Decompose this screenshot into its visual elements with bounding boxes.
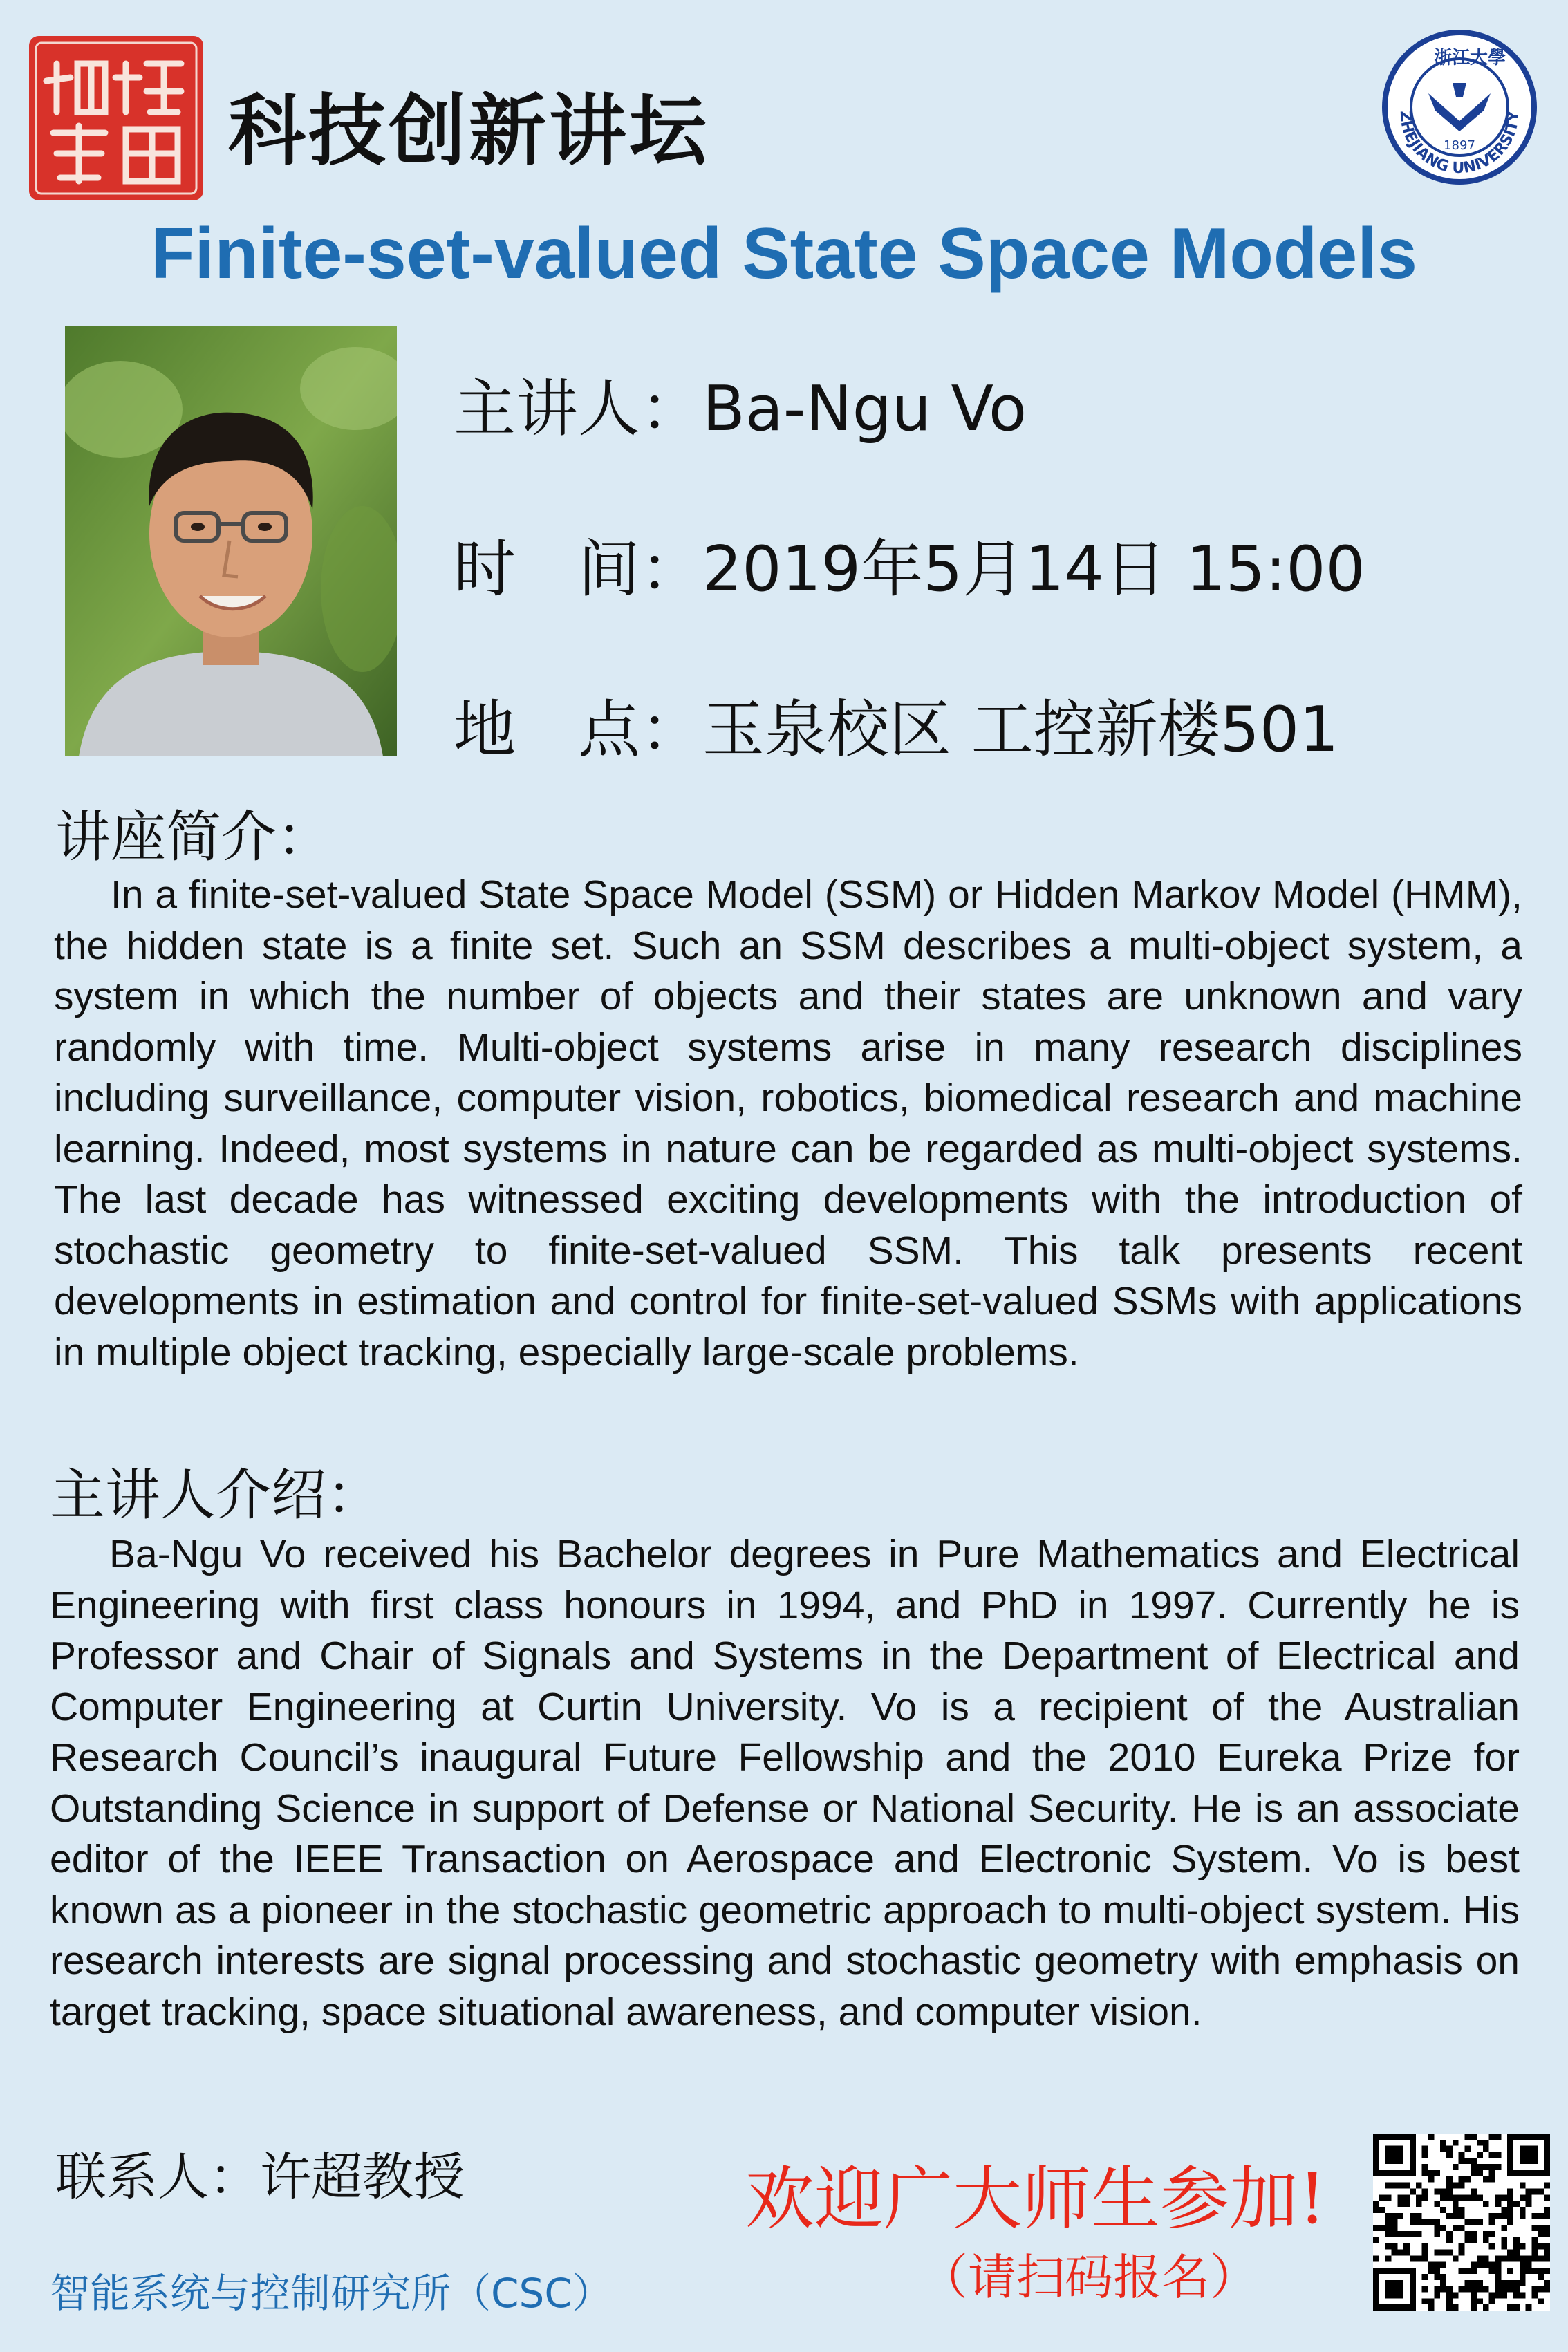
time-label: 时 间：	[454, 533, 702, 606]
forum-title: 科技创新讲坛	[228, 86, 709, 176]
talk-title: Finite-set-valued State Space Models	[150, 214, 1418, 294]
signup-hint: （请扫码报名）	[920, 2249, 1258, 2306]
welcome-text: 欢迎广大师生参加!	[745, 2158, 1327, 2239]
svg-text:浙江大學: 浙江大學	[1434, 48, 1506, 68]
time-row	[454, 519, 1365, 608]
intro-heading: 讲座简介：	[55, 805, 332, 869]
bio-heading: 主讲人介绍：	[50, 1463, 382, 1527]
speaker-row	[454, 358, 1027, 448]
place-value: 玉泉校区 工控新楼501	[702, 693, 1339, 766]
place-row	[454, 679, 1338, 769]
qr-code[interactable]	[1373, 2134, 1550, 2311]
speaker-label: 主讲人：	[454, 373, 702, 445]
place-label: 地 点：	[454, 693, 702, 766]
institute-name: 智能系统与控制研究所（CSC）	[50, 2270, 613, 2317]
speaker-photo	[65, 326, 397, 756]
svg-text:1897: 1897	[1444, 138, 1475, 153]
svg-text:ZHEJIANG UNIVERSITY: ZHEJIANG UNIVERSITY	[1396, 110, 1523, 178]
speaker-name: Ba-Ngu Vo	[702, 373, 1027, 445]
zhejiang-university-logo	[1380, 28, 1539, 187]
intro-text: In a finite-set-valued State Space Model (SSM) or Hidden Markov Model (HMM), the hidden state is a finite set. Such an SSM describes a multi-object system, a system in which the number of objects and their states are unknown and vary randomly with time. Multi-object systems arise in many research disciplines including surveillance, computer vision, robotics, biomedical research and machine learning. Indeed, most systems in nature can be regarded as multi-object systems. The last decade has witnessed exciting developments with the introduction of stochastic geometry to finite-set-valued SSM. This talk presents recent developments in estimation and control for finite-set-valued SSMs with applications in multiple object tracking, especially large-scale problems.	[54, 872, 1522, 1374]
contact-person: 联系人：许超教授	[55, 2147, 465, 2207]
bio-text: Ba-Ngu Vo received his Bachelor degrees in Pure Mathematics and Electrical Engineering with first class honours in 1994, and PhD in 1997. Currently he is Professor and Chair of Signals and Systems in the Department of Electrical and Computer Engineering at Curtin University. Vo is a recipient of the Australian Research Council’s inaugural Future Fellowship and the 2010 Eureka Prize for Outstanding Science in support of Defense or National Security. He is an associate editor of the IEEE Transaction on Aerospace and Electronic System. Vo is best known as a pioneer in the stochastic geometric approach to multi-object system. His research interests are signal processing and stochastic geometry with emphasis on target tracking, space situational awareness, and computer vision.	[50, 1532, 1520, 2034]
seal-logo	[29, 36, 203, 200]
time-value: 2019年5月14日 15:00	[702, 533, 1365, 606]
